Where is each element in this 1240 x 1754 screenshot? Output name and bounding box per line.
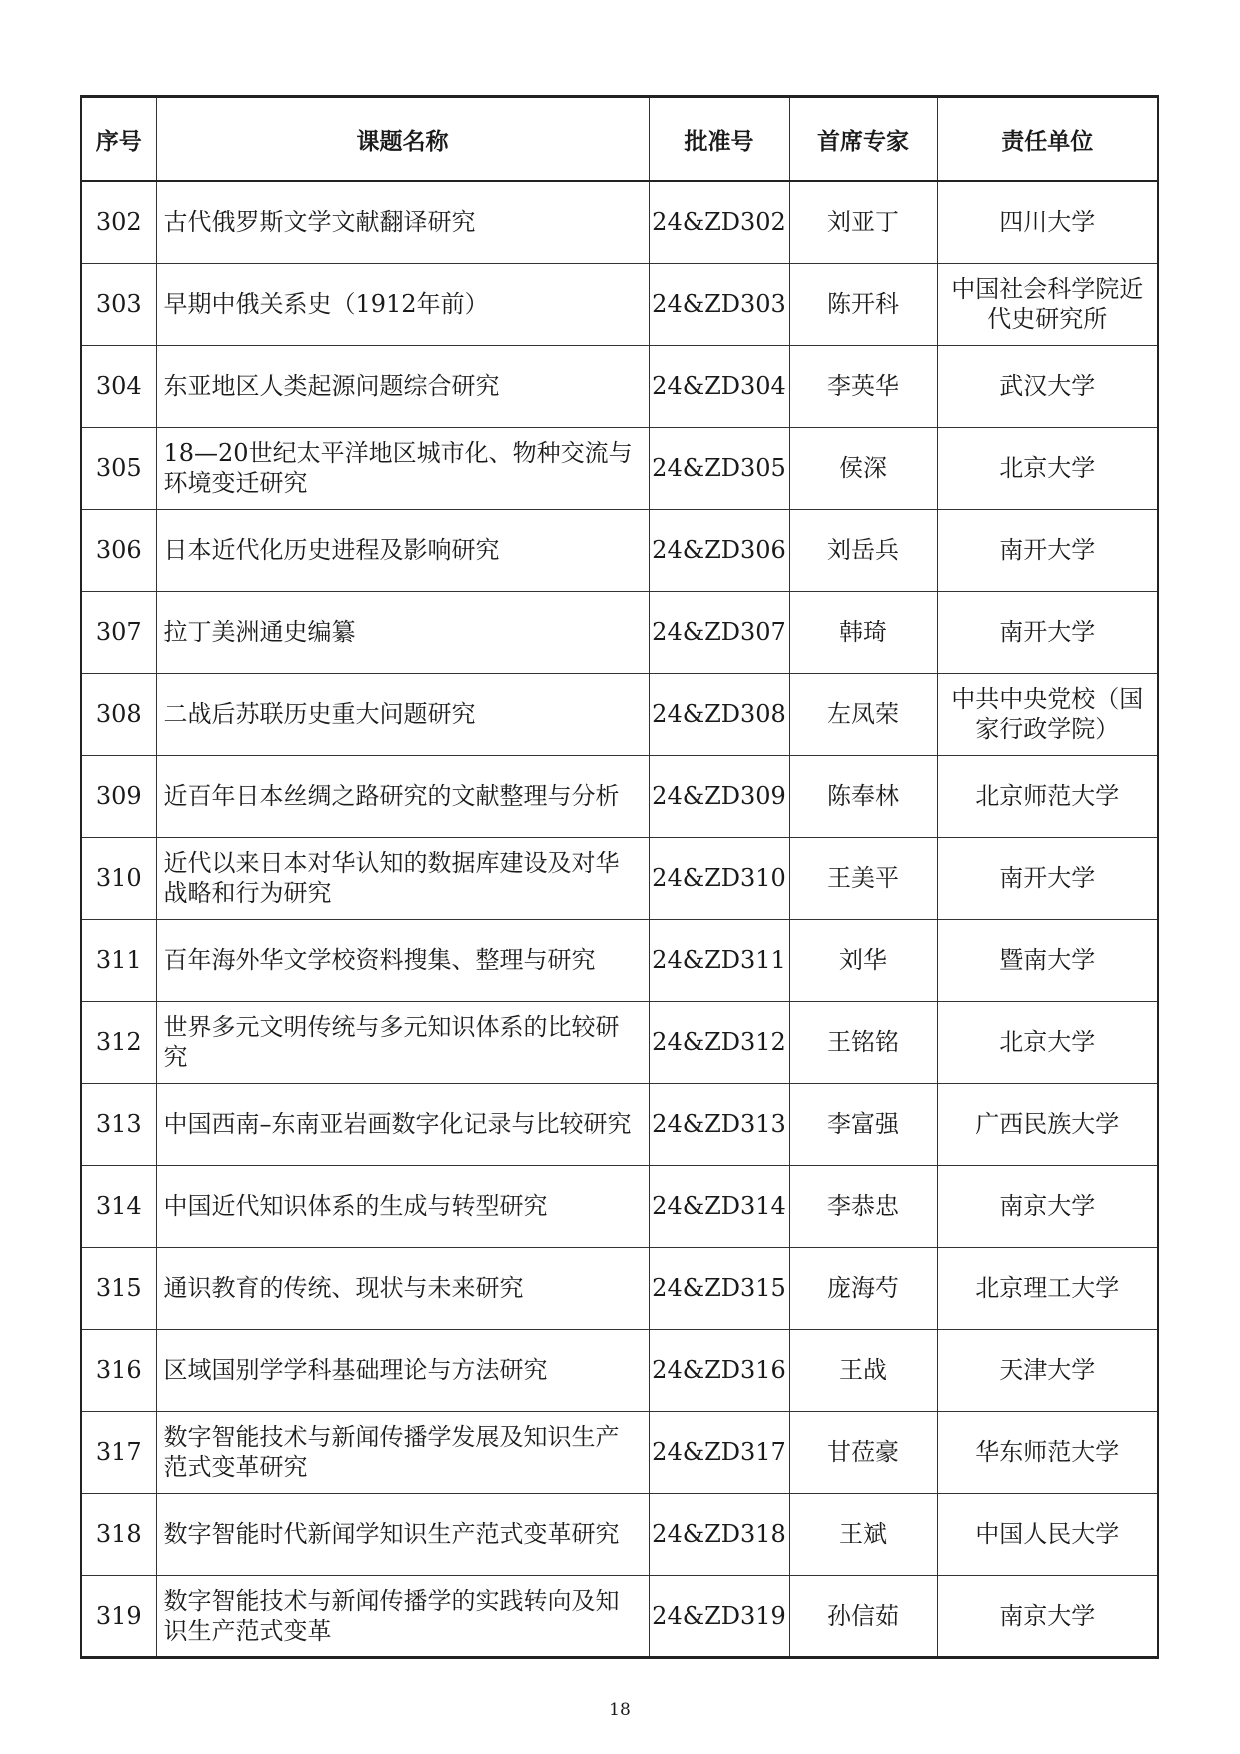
table-row bbox=[81, 1247, 1158, 1329]
table-row bbox=[81, 263, 1158, 345]
approval-number-cell: 24&ZD306 bbox=[649, 509, 789, 591]
responsible-unit-cell: 武汉大学 bbox=[937, 345, 1158, 427]
table-row bbox=[81, 345, 1158, 427]
responsible-unit-cell: 南开大学 bbox=[937, 837, 1158, 919]
table-row bbox=[81, 1411, 1158, 1493]
chief-expert-cell: 甘莅豪 bbox=[789, 1411, 937, 1493]
table-row bbox=[81, 1083, 1158, 1165]
chief-expert-cell: 王斌 bbox=[789, 1493, 937, 1575]
project-title-cell: 古代俄罗斯文学文献翻译研究 bbox=[156, 181, 649, 263]
project-title-cell: 中国西南–东南亚岩画数字化记录与比较研究 bbox=[156, 1083, 649, 1165]
table-row bbox=[81, 755, 1158, 837]
chief-expert-cell: 王战 bbox=[789, 1329, 937, 1411]
table-row bbox=[81, 509, 1158, 591]
table-row bbox=[81, 837, 1158, 919]
project-table bbox=[80, 95, 1159, 1659]
approval-number-cell: 24&ZD303 bbox=[649, 263, 789, 345]
chief-expert-cell: 李恭忠 bbox=[789, 1165, 937, 1247]
chief-expert-cell: 刘华 bbox=[789, 919, 937, 1001]
approval-number-cell: 24&ZD313 bbox=[649, 1083, 789, 1165]
approval-number-cell: 24&ZD315 bbox=[649, 1247, 789, 1329]
table-row bbox=[81, 427, 1158, 509]
approval-number-cell: 24&ZD305 bbox=[649, 427, 789, 509]
serial-number-cell: 302 bbox=[81, 181, 156, 263]
project-title-cell: 世界多元文明传统与多元知识体系的比较研究 bbox=[156, 1001, 649, 1083]
project-title-cell: 东亚地区人类起源问题综合研究 bbox=[156, 345, 649, 427]
approval-number-cell: 24&ZD314 bbox=[649, 1165, 789, 1247]
page-number: 18 bbox=[609, 1700, 631, 1720]
serial-number-cell: 318 bbox=[81, 1493, 156, 1575]
responsible-unit-cell: 北京大学 bbox=[937, 427, 1158, 509]
table-row bbox=[81, 1001, 1158, 1083]
project-title-cell: 早期中俄关系史（1912年前） bbox=[156, 263, 649, 345]
table-body bbox=[81, 181, 1158, 1657]
table-row bbox=[81, 1575, 1158, 1657]
approval-number-cell: 24&ZD319 bbox=[649, 1575, 789, 1657]
serial-number-cell: 313 bbox=[81, 1083, 156, 1165]
table-header-row bbox=[81, 97, 1158, 182]
serial-number-cell: 304 bbox=[81, 345, 156, 427]
approval-number-cell: 24&ZD304 bbox=[649, 345, 789, 427]
approval-number-cell: 24&ZD302 bbox=[649, 181, 789, 263]
responsible-unit-cell: 中国人民大学 bbox=[937, 1493, 1158, 1575]
approval-number-cell: 24&ZD309 bbox=[649, 755, 789, 837]
table-row bbox=[81, 1165, 1158, 1247]
serial-number-cell: 312 bbox=[81, 1001, 156, 1083]
table-row bbox=[81, 919, 1158, 1001]
responsible-unit-cell: 华东师范大学 bbox=[937, 1411, 1158, 1493]
project-title-cell: 通识教育的传统、现状与未来研究 bbox=[156, 1247, 649, 1329]
responsible-unit-cell: 中共中央党校（国家行政学院） bbox=[937, 673, 1158, 755]
approval-number-cell: 24&ZD316 bbox=[649, 1329, 789, 1411]
header-responsible-unit: 责任单位 bbox=[937, 97, 1158, 182]
project-title-cell: 百年海外华文学校资料搜集、整理与研究 bbox=[156, 919, 649, 1001]
approval-number-cell: 24&ZD307 bbox=[649, 591, 789, 673]
approval-number-cell: 24&ZD308 bbox=[649, 673, 789, 755]
responsible-unit-cell: 南京大学 bbox=[937, 1165, 1158, 1247]
project-title-cell: 数字智能技术与新闻传播学发展及知识生产范式变革研究 bbox=[156, 1411, 649, 1493]
project-title-cell: 日本近代化历史进程及影响研究 bbox=[156, 509, 649, 591]
chief-expert-cell: 李富强 bbox=[789, 1083, 937, 1165]
header-serial-number: 序号 bbox=[81, 97, 156, 182]
approval-number-cell: 24&ZD318 bbox=[649, 1493, 789, 1575]
serial-number-cell: 306 bbox=[81, 509, 156, 591]
table-row bbox=[81, 1329, 1158, 1411]
project-title-cell: 近代以来日本对华认知的数据库建设及对华战略和行为研究 bbox=[156, 837, 649, 919]
serial-number-cell: 316 bbox=[81, 1329, 156, 1411]
responsible-unit-cell: 暨南大学 bbox=[937, 919, 1158, 1001]
project-title-cell: 近百年日本丝绸之路研究的文献整理与分析 bbox=[156, 755, 649, 837]
table-row bbox=[81, 181, 1158, 263]
chief-expert-cell: 侯深 bbox=[789, 427, 937, 509]
serial-number-cell: 314 bbox=[81, 1165, 156, 1247]
responsible-unit-cell: 天津大学 bbox=[937, 1329, 1158, 1411]
serial-number-cell: 307 bbox=[81, 591, 156, 673]
responsible-unit-cell: 广西民族大学 bbox=[937, 1083, 1158, 1165]
chief-expert-cell: 陈奉林 bbox=[789, 755, 937, 837]
approval-number-cell: 24&ZD310 bbox=[649, 837, 789, 919]
responsible-unit-cell: 四川大学 bbox=[937, 181, 1158, 263]
serial-number-cell: 309 bbox=[81, 755, 156, 837]
project-title-cell: 18—20世纪太平洋地区城市化、物种交流与环境变迁研究 bbox=[156, 427, 649, 509]
project-title-cell: 数字智能时代新闻学知识生产范式变革研究 bbox=[156, 1493, 649, 1575]
approval-number-cell: 24&ZD317 bbox=[649, 1411, 789, 1493]
project-title-cell: 二战后苏联历史重大问题研究 bbox=[156, 673, 649, 755]
chief-expert-cell: 李英华 bbox=[789, 345, 937, 427]
serial-number-cell: 303 bbox=[81, 263, 156, 345]
responsible-unit-cell: 南开大学 bbox=[937, 509, 1158, 591]
serial-number-cell: 305 bbox=[81, 427, 156, 509]
chief-expert-cell: 陈开科 bbox=[789, 263, 937, 345]
project-list bbox=[80, 95, 1157, 1659]
responsible-unit-cell: 南开大学 bbox=[937, 591, 1158, 673]
header-chief-expert: 首席专家 bbox=[789, 97, 937, 182]
responsible-unit-cell: 北京大学 bbox=[937, 1001, 1158, 1083]
chief-expert-cell: 庞海芍 bbox=[789, 1247, 937, 1329]
serial-number-cell: 319 bbox=[81, 1575, 156, 1657]
table-row bbox=[81, 673, 1158, 755]
chief-expert-cell: 王铭铭 bbox=[789, 1001, 937, 1083]
header-project-title: 课题名称 bbox=[156, 97, 649, 182]
chief-expert-cell: 刘岳兵 bbox=[789, 509, 937, 591]
project-title-cell: 拉丁美洲通史编纂 bbox=[156, 591, 649, 673]
project-title-cell: 中国近代知识体系的生成与转型研究 bbox=[156, 1165, 649, 1247]
responsible-unit-cell: 中国社会科学院近代史研究所 bbox=[937, 263, 1158, 345]
serial-number-cell: 317 bbox=[81, 1411, 156, 1493]
table-row bbox=[81, 1493, 1158, 1575]
project-title-cell: 数字智能技术与新闻传播学的实践转向及知识生产范式变革 bbox=[156, 1575, 649, 1657]
chief-expert-cell: 王美平 bbox=[789, 837, 937, 919]
chief-expert-cell: 刘亚丁 bbox=[789, 181, 937, 263]
approval-number-cell: 24&ZD312 bbox=[649, 1001, 789, 1083]
serial-number-cell: 311 bbox=[81, 919, 156, 1001]
serial-number-cell: 315 bbox=[81, 1247, 156, 1329]
chief-expert-cell: 孙信茹 bbox=[789, 1575, 937, 1657]
chief-expert-cell: 左凤荣 bbox=[789, 673, 937, 755]
serial-number-cell: 310 bbox=[81, 837, 156, 919]
header-approval-number: 批准号 bbox=[649, 97, 789, 182]
chief-expert-cell: 韩琦 bbox=[789, 591, 937, 673]
table-row bbox=[81, 591, 1158, 673]
serial-number-cell: 308 bbox=[81, 673, 156, 755]
approval-number-cell: 24&ZD311 bbox=[649, 919, 789, 1001]
responsible-unit-cell: 南京大学 bbox=[937, 1575, 1158, 1657]
project-title-cell: 区域国别学学科基础理论与方法研究 bbox=[156, 1329, 649, 1411]
responsible-unit-cell: 北京师范大学 bbox=[937, 755, 1158, 837]
responsible-unit-cell: 北京理工大学 bbox=[937, 1247, 1158, 1329]
